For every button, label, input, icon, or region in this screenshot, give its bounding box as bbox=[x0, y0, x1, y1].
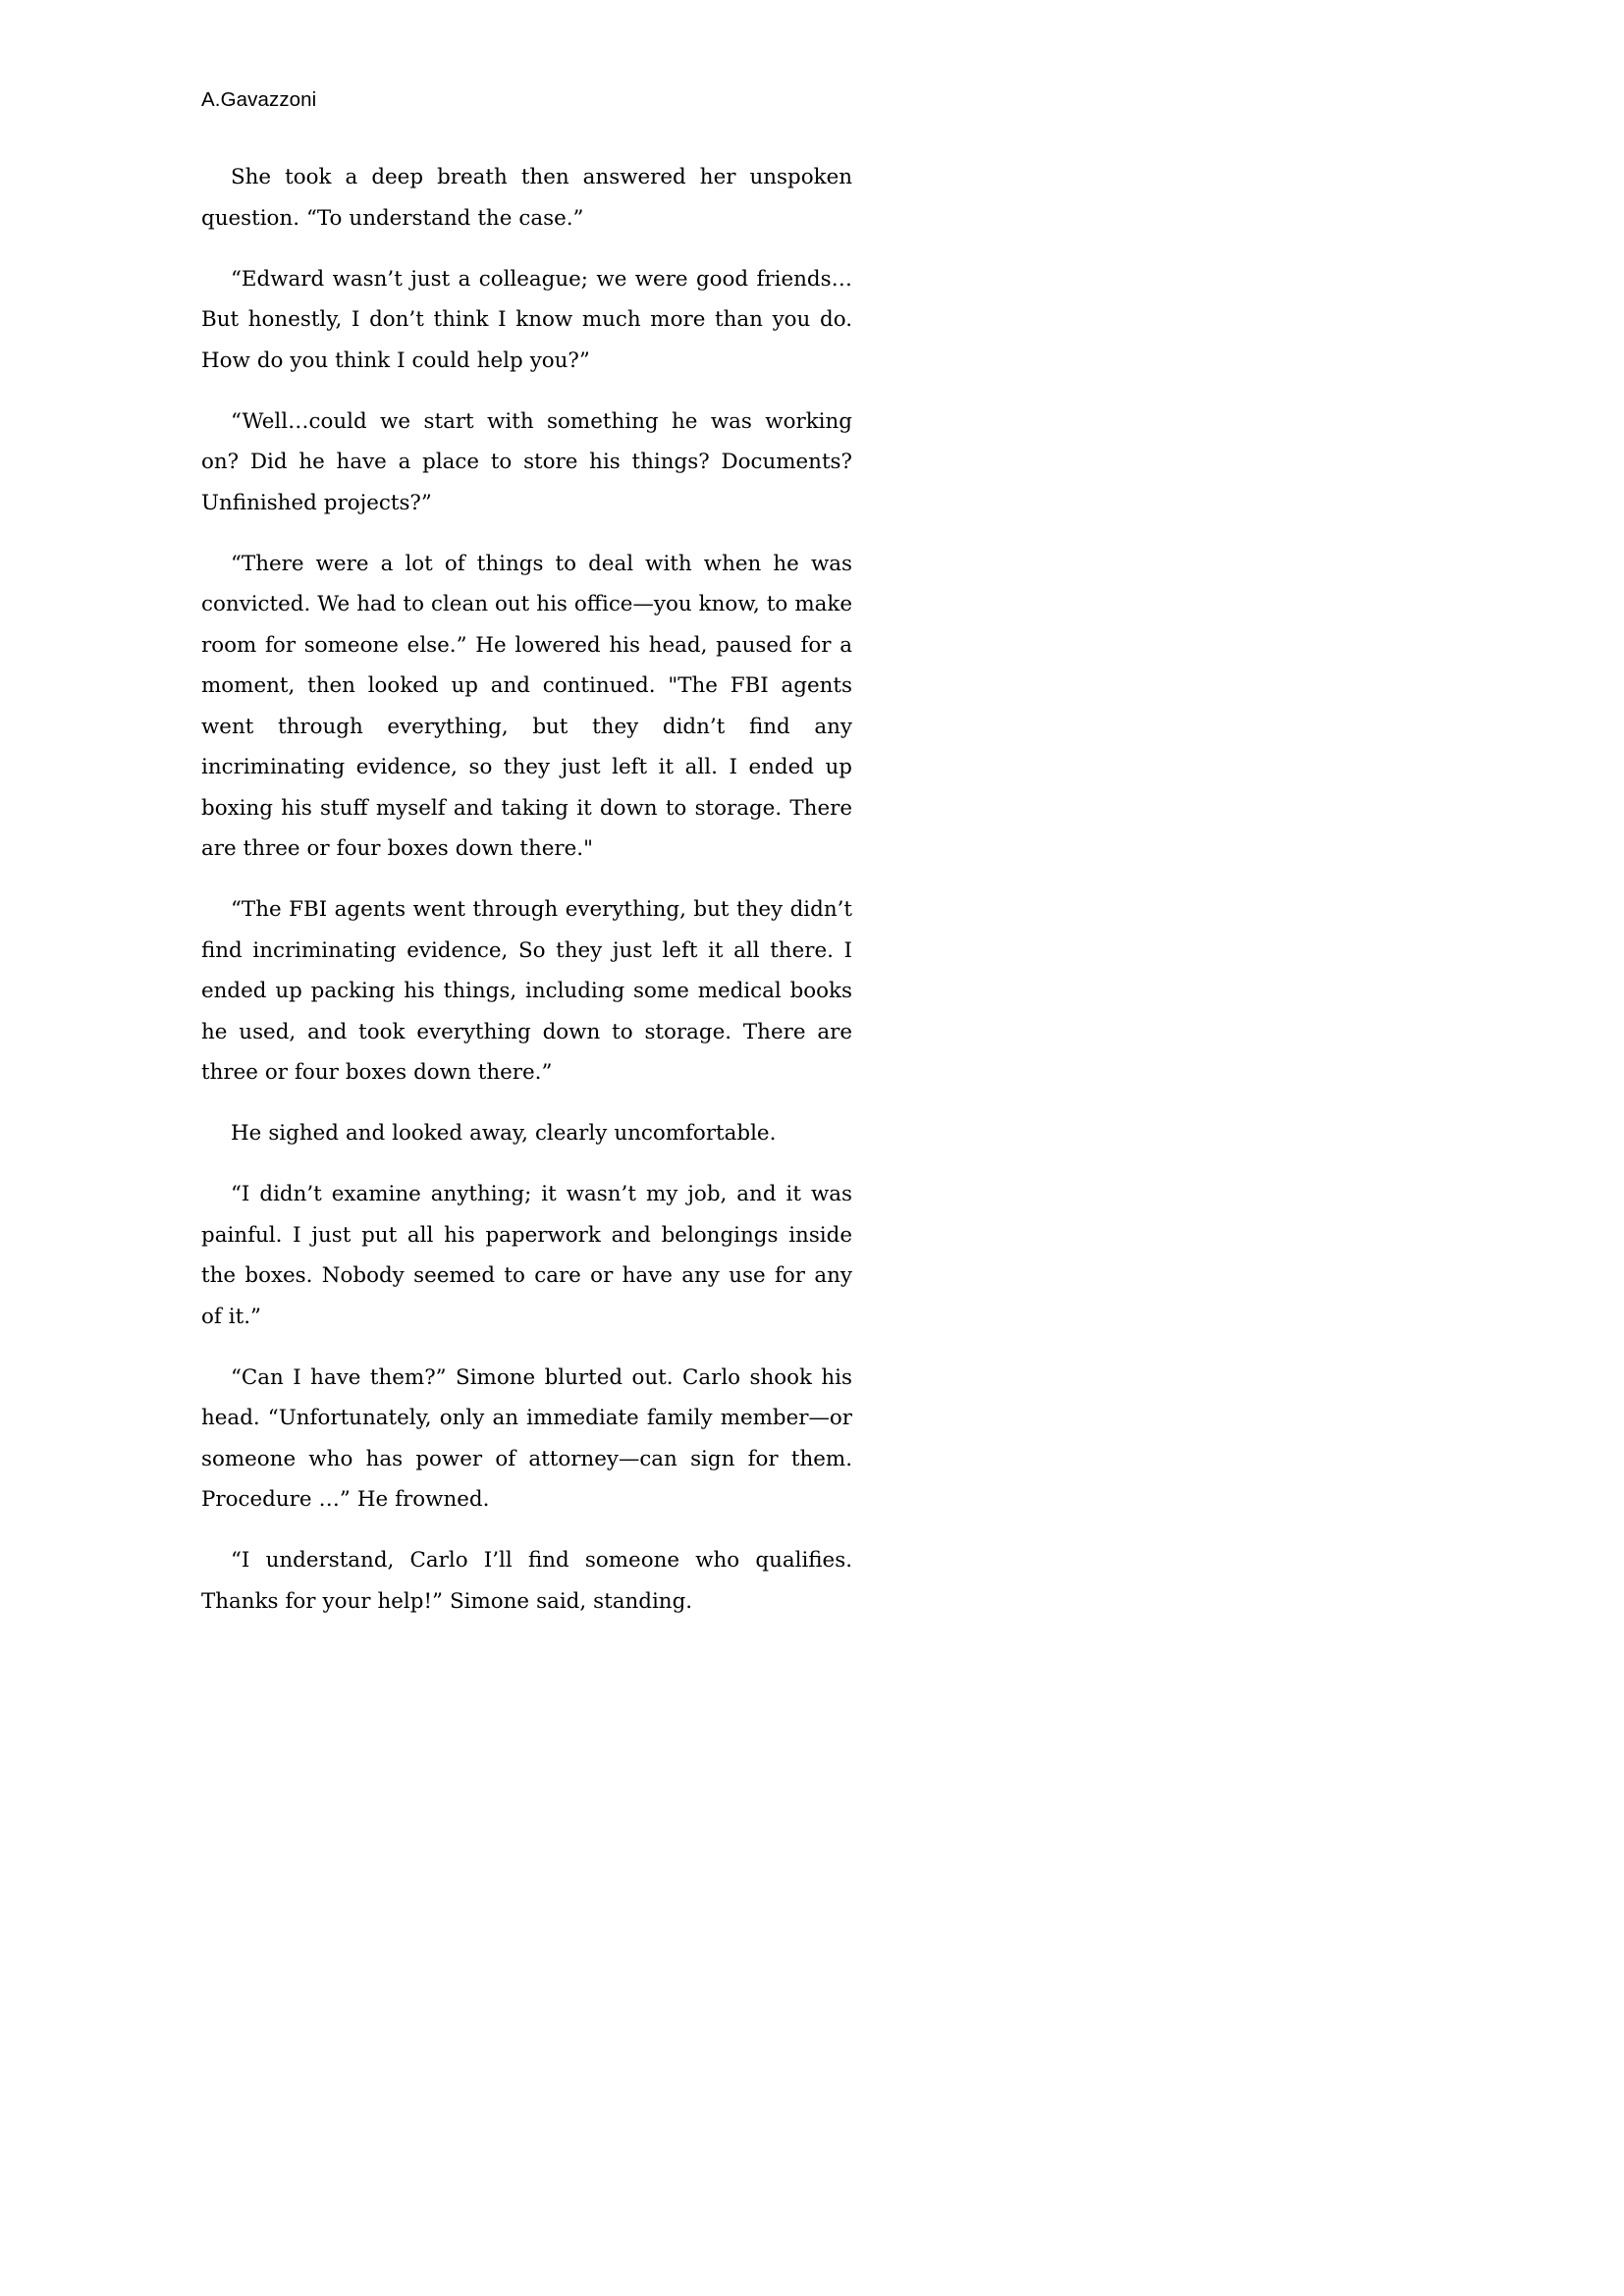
paragraph: “I understand, Carlo I’ll find someone who qualifies. Thanks for your help!” Simone said, standing. bbox=[201, 1548, 852, 1614]
paragraph: “Edward wasn’t just a colleague; we were good friends… But honestly, I don’t think I know much more than you do. How do you think I could help you?” bbox=[201, 266, 852, 373]
paragraph: “There were a lot of things to deal with when he was convicted. We had to clean out his office—you know, to make room for someone else.” He lowered his head, paused for a moment, then looked up and continued. "The FBI agents went through everything, but they didn’t find any incriminating evidence, so they just left it all. I ended up boxing his stuff myself and taking it down to storage. There are three or four boxes down there." bbox=[201, 551, 852, 861]
running-head: A.Gavazzoni bbox=[201, 88, 317, 111]
paragraph: “Well…could we start with something he was working on? Did he have a place to store his things? Documents? Unfinished projects?” bbox=[201, 408, 852, 515]
paragraph: “Can I have them?” Simone blurted out. Carlo shook his head. “Unfortunately, only an immediate family member—or someone who has power of attorney—can sign for them. Procedure …” He frowned. bbox=[201, 1364, 852, 1512]
paragraph: “I didn’t examine anything; it wasn’t my job, and it was painful. I just put all his paperwork and belongings inside the boxes. Nobody seemed to care or have any use for any of it.” bbox=[201, 1182, 852, 1329]
paragraph: She took a deep breath then answered her unspoken question. “To understand the case.” bbox=[201, 165, 852, 231]
paragraph: He sighed and looked away, clearly uncomfortable. bbox=[231, 1121, 777, 1146]
paragraph: “The FBI agents went through everything, but they didn’t find incriminating evidence, So they just left it all there. I ended up packing his things, including some medical books he used, and took everything down to storage. There are three or four boxes down there.” bbox=[201, 897, 852, 1085]
body-text-block bbox=[201, 157, 852, 1622]
